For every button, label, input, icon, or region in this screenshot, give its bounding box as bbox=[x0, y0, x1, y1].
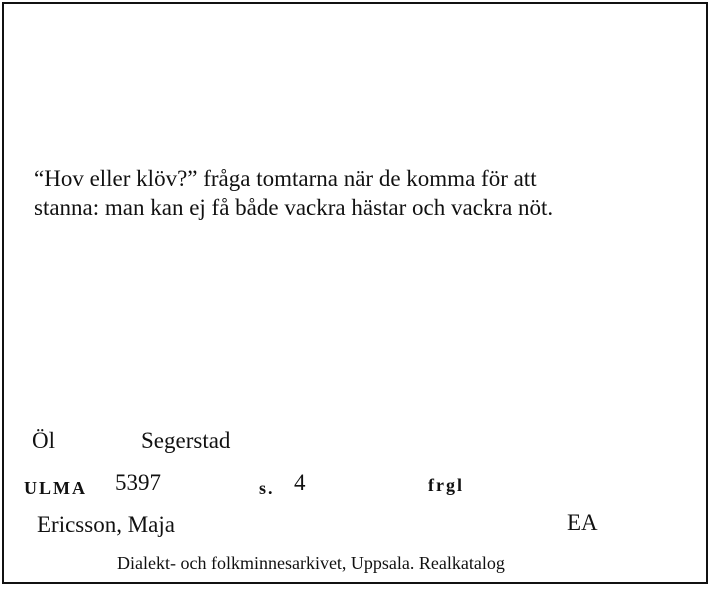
catalog-card bbox=[2, 2, 708, 584]
record-text-line-1: “Hov eller klöv?” fråga tomtarna när de komma för att bbox=[34, 166, 537, 191]
category-code: frgl bbox=[428, 475, 464, 495]
parish-name: Segerstad bbox=[141, 428, 231, 453]
page-label: s. bbox=[259, 478, 275, 498]
recorder-initials: EA bbox=[567, 510, 598, 535]
archive-label: ULMA bbox=[24, 478, 87, 498]
archive-number: 5397 bbox=[115, 470, 161, 495]
province-code: Öl bbox=[32, 428, 55, 453]
record-text-line-2: stanna: man kan ej få både vackra hästar och vackra nöt. bbox=[34, 195, 554, 220]
informant-name: Ericsson, Maja bbox=[37, 512, 175, 537]
page-number: 4 bbox=[294, 470, 306, 495]
record-text bbox=[34, 164, 694, 222]
archive-footer: Dialekt- och folkminnesarkivet, Uppsala. Realkatalog bbox=[117, 553, 505, 573]
